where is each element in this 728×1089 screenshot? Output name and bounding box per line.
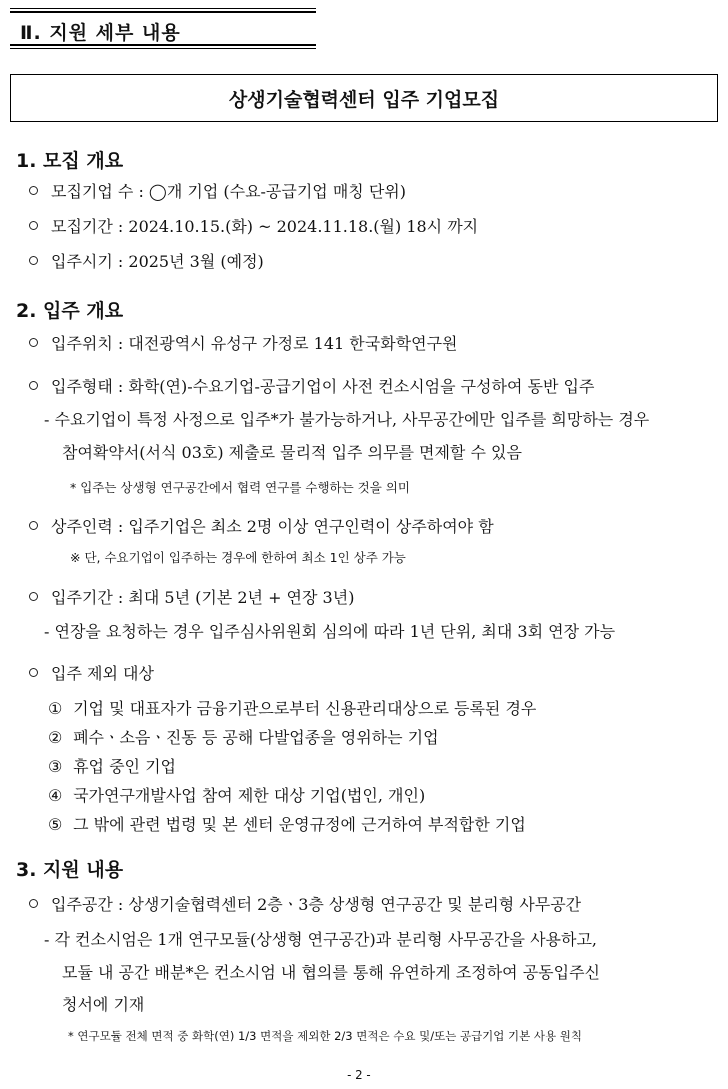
header-rule-bottom-2: [10, 48, 316, 49]
resident-staff-note: ※ 단, 수요기업이 입주하는 경우에 한하여 최소 1인 상주 가능: [70, 550, 406, 565]
move-in-form-detail-1: - 수요기업이 특정 사정으로 입주*가 불가능하거나, 사무공간에만 입주를 희망하는 경우: [44, 410, 650, 429]
bullet-circle-icon: [29, 221, 38, 230]
main-title: 상생기술협력센터 입주 기업모집: [228, 88, 500, 111]
move-in-location: 입주위치 : 대전광역시 유성구 가정로 141 한국화학연구원: [51, 334, 458, 353]
bullet-circle-icon: [29, 381, 38, 390]
exclusion-heading: 입주 제외 대상: [51, 664, 154, 683]
resident-staff: 상주인력 : 입주기업은 최소 2명 이상 연구인력이 상주하여야 함: [51, 517, 494, 536]
recruit-period: 모집기간 : 2024.10.15.(화) ~ 2024.11.18.(월) 18시 까지: [51, 217, 479, 236]
move-in-form-note: * 입주는 상생형 연구공간에서 협력 연구를 수행하는 것을 의미: [70, 480, 410, 495]
bullet-circle-icon: [29, 521, 38, 530]
exclusion-text: 국가연구개발사업 참여 제한 대상 기업(법인, 개인): [73, 786, 426, 805]
section-title: Ⅱ. 지원 세부 내용: [20, 22, 181, 44]
exclusion-item: [48, 812, 526, 835]
exclusion-number: ⑤: [48, 815, 63, 834]
exclusion-text: 휴업 중인 기업: [73, 757, 177, 776]
move-in-period-detail: - 연장을 요청하는 경우 입주심사위원회 심의에 따라 1년 단위, 최대 3회 연장 가능: [44, 622, 616, 641]
bullet-circle-icon: [29, 186, 38, 195]
move-in-period: 입주기간 : 최대 5년 (기본 2년 + 연장 3년): [51, 588, 355, 607]
header-rule-top-2: [10, 11, 316, 13]
header-rule-bottom-1: [10, 44, 316, 46]
bullet-circle-icon: [29, 899, 38, 908]
exclusion-item: [48, 696, 536, 719]
move-in-space-detail-3: 청서에 기재: [62, 995, 145, 1014]
bullet-circle-icon: [29, 256, 38, 265]
section-2-heading: 2. 입주 개요: [16, 300, 124, 322]
move-in-space: 입주공간 : 상생기술협력센터 2층ㆍ3층 상생형 연구공간 및 분리형 사무공간: [51, 895, 582, 914]
exclusion-number: ②: [48, 728, 63, 747]
section-3-heading: 3. 지원 내용: [16, 859, 124, 881]
exclusion-text: 그 밖에 관련 법령 및 본 센터 운영규정에 근거하여 부적합한 기업: [73, 815, 526, 834]
move-in-date: 입주시기 : 2025년 3월 (예정): [51, 252, 264, 271]
exclusion-item: [48, 783, 425, 806]
header-rule-top-1: [10, 8, 316, 9]
page-number: - 2 -: [347, 1068, 371, 1082]
move-in-form-detail-2: 참여확약서(서식 03호) 제출로 물리적 입주 의무를 면제할 수 있음: [62, 443, 522, 462]
move-in-space-note: * 연구모듈 전체 면적 중 화학(연) 1/3 면적을 제외한 2/3 면적은 수요 및/또는 공급기업 기본 사용 원칙: [68, 1029, 583, 1043]
exclusion-number: ①: [48, 699, 63, 718]
exclusion-item: [48, 754, 176, 777]
move-in-space-detail-1: - 각 컨소시엄은 1개 연구모듈(상생형 연구공간)과 분리형 사무공간을 사용하고,: [44, 930, 597, 949]
bullet-circle-icon: [29, 592, 38, 601]
move-in-space-detail-2: 모듈 내 공간 배분*은 컨소시엄 내 협의를 통해 유연하게 조정하여 공동입주신: [62, 963, 600, 982]
exclusion-number: ④: [48, 786, 63, 805]
move-in-form: 입주형태 : 화학(연)-수요기업-공급기업이 사전 컨소시엄을 구성하여 동반 입주: [51, 377, 595, 396]
recruit-count: 모집기업 수 : ◯개 기업 (수요-공급기업 매칭 단위): [51, 182, 406, 201]
exclusion-item: [48, 725, 439, 748]
exclusion-number: ③: [48, 757, 63, 776]
bullet-circle-icon: [29, 668, 38, 677]
section-1-heading: 1. 모집 개요: [16, 150, 124, 172]
exclusion-text: 폐수ㆍ소음ㆍ진동 등 공해 다발업종을 영위하는 기업: [73, 728, 439, 747]
bullet-circle-icon: [29, 338, 38, 347]
main-title-box: [10, 74, 718, 122]
exclusion-text: 기업 및 대표자가 금융기관으로부터 신용관리대상으로 등록된 경우: [73, 699, 537, 718]
